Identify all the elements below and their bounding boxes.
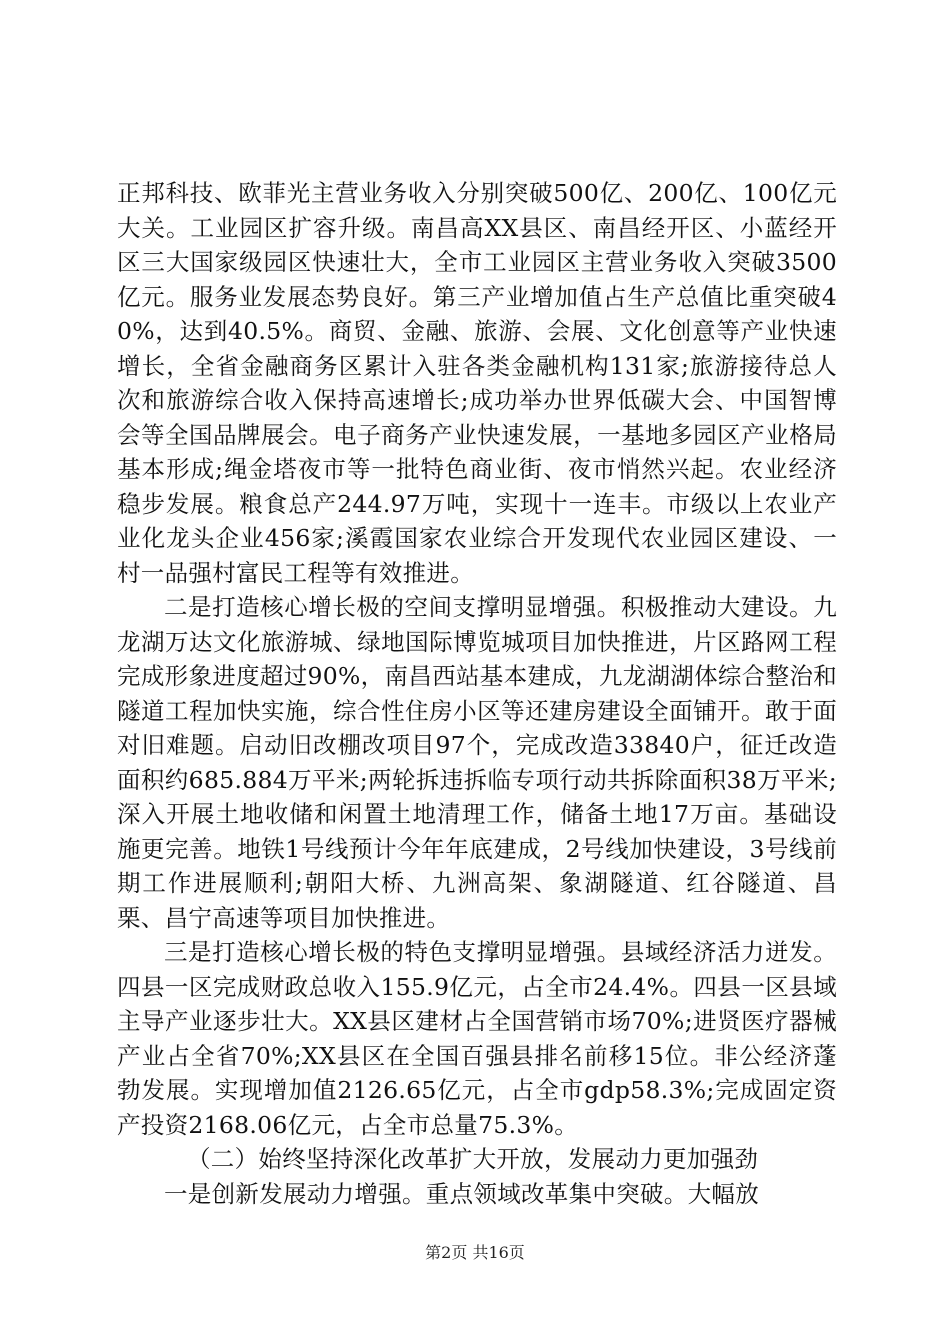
paragraph-innovation-drive: 一是创新发展动力增强。重点领域改革集中突破。大幅放 — [164, 1179, 759, 1208]
document-body — [117, 176, 837, 1211]
paragraph-industry-services-agriculture: 正邦科技、欧菲光主营业务收入分别突破500亿、200亿、100亿元大关。工业园区扩容升级。南昌高XX县区、南昌经开区、小蓝经开区三大国家级园区快速壮大，全市工业园区主营业务收入突破3500亿元。服务业发展态势良好。第三产业增加值占生产总值比重突破40%，达到40.5%。商贸、金融、旅游、会展、文化创意等产业快速增长，全省金融商务区累计入驻各类金融机构131家;旅游接待总人次和旅游综合收入保持高速增长;成功举办世界低碳大会、中国智博会等全国品牌展会。电子商务产业快速发展，一基地多园区产业格局基本形成;绳金塔夜市等一批特色商业街、夜市悄然兴起。农业经济稳步发展。粮食总产244.97万吨，实现十一连丰。市级以上农业产业化龙头企业456家;溪霞国家农业综合开发现代农业园区建设、一村一品强村富民工程等有效推进。 — [117, 179, 837, 587]
paragraph-featured-support: 三是打造核心增长极的特色支撑明显增强。县域经济活力迸发。四县一区完成财政总收入155.9亿元，占全市24.4%。四县一区县域主导产业逐步壮大。XX县区建材占全国营销市场70%;进贤医疗器械产业占全省70%;XX县区在全国百强县排名前移15位。非公经济蓬勃发展。实现增加值2126.65亿元，占全市gdp58.3%;完成固定资产投资2168.06亿元，占全市总量75.3%。 — [117, 938, 837, 1139]
paragraph-spatial-support: 二是打造核心增长极的空间支撑明显增强。积极推动大建设。九龙湖万达文化旅游城、绿地国际博览城项目加快推进，片区路网工程完成形象进度超过90%，南昌西站基本建成，九龙湖湖体综合整治和隧道工程加快实施，综合性住房小区等还建房建设全面铺开。敢于面对旧难题。启动旧改棚改项目97个，完成改造33840户，征迁改造面积约685.884万平米;两轮拆违拆临专项行动共拆除面积38万平米;深入开展土地收储和闲置土地清理工作，储备土地17万亩。基础设施更完善。地铁1号线预计今年年底建成，2号线加快建设，3号线前期工作进展顺利;朝阳大桥、九洲高架、象湖隧道、红谷隧道、昌栗、昌宁高速等项目加快推进。 — [117, 593, 837, 932]
page-number-footer: 第2页 共16页 — [425, 1243, 525, 1262]
section-heading-reform-opening: （二）始终坚持深化改革扩大开放，发展动力更加强劲 — [187, 1145, 759, 1173]
